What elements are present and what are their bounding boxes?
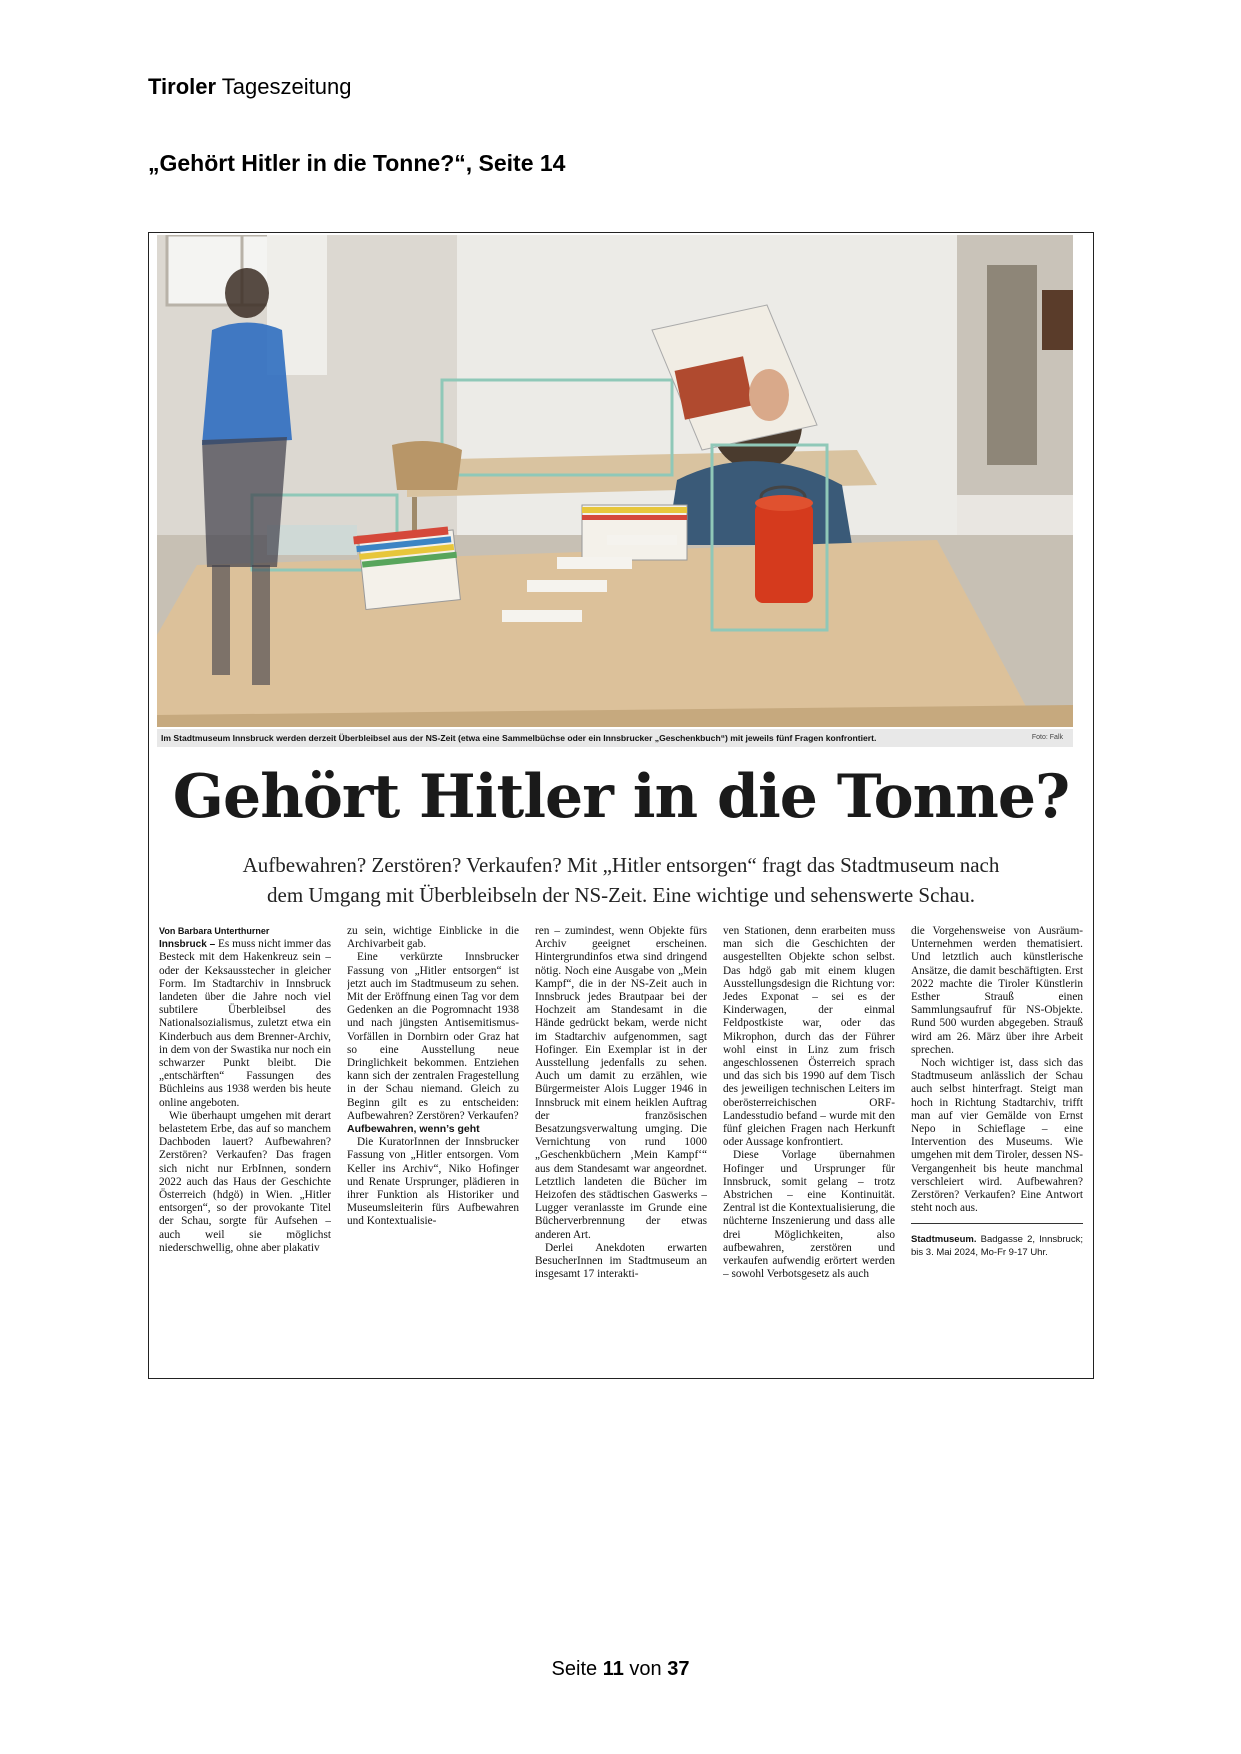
info-box-title: Stadtmuseum.: [911, 1234, 977, 1246]
article-column-3: [535, 925, 707, 1375]
article-body: [159, 925, 1083, 1375]
page-label: Seite: [551, 1658, 598, 1680]
page-footer: [0, 1658, 1241, 1681]
paragraph: [159, 938, 331, 1110]
dateline: Innsbruck –: [159, 939, 216, 951]
article-column-5: [911, 925, 1083, 1375]
page-total: 37: [667, 1658, 690, 1680]
article-column-2: [347, 925, 519, 1375]
article-subheadline: [149, 850, 1093, 910]
page-of-label: von: [629, 1658, 662, 1680]
photo-credit: Foto: Falk: [1031, 734, 1063, 741]
publication-name-bold: Tiroler: [148, 74, 217, 99]
article-subhead: Aufbewahren, wenn’s geht: [347, 1123, 480, 1136]
subheadline-line-2: dem Umgang mit Überbleibseln der NS-Zeit. Eine wichtige und sehenswerte Schau.: [267, 883, 975, 907]
paragraph: zu sein, wichtige Einblicke in die Archivarbeit gab.: [347, 925, 519, 951]
photo-caption: [157, 729, 1073, 747]
publication-name-rest: Tageszeitung: [221, 74, 352, 99]
paragraph: Diese Vorlage übernahmen Hofinger und Ursprunger für Innsbruck, somit gelang – trotz Abstrichen – eine Kontinuität. Zentral ist die Kontextualisierung, die nüchterne Inszenierung und dass alle drei Möglichkeiten, also aufbewahren, zerstören und verkaufen aufwendig erörtert werden – sowohl Verbotsgesetz als auch: [723, 1149, 895, 1281]
paragraph: Die KuratorInnen der Innsbrucker Fassung von „Hitler entsorgen. Vom Keller ins Archiv“, Niko Hofinger und Renate Ursprunger, plädieren in ihrer Funktion als Historiker und Museumsleiterin fürs Aufbewahren und Kontextualisie-: [347, 1136, 519, 1228]
paragraph: Noch wichtiger ist, dass sich das Stadtmuseum anlässlich der Schau auch selbst hinterfragt. Steigt man hoch in Richtung Stadtarchiv, trifft man auf vier Gemälde von Ernst Nepo in Schieflage – eine Intervention des Museums. Wie umgehen mit dem Tiroler, dessen NS-Vergangenheit bis heute manchmal verschleiert wird. Aufbewahren? Zerstören? Verkaufen? Eine Antwort steht noch aus.: [911, 1057, 1083, 1215]
article-column-4: [723, 925, 895, 1375]
article-headline: Gehört Hitler in die Tonne?: [172, 762, 1070, 832]
article-reference: „Gehört Hitler in die Tonne?“, Seite 14: [148, 150, 566, 176]
photo-illustration: [157, 235, 1073, 727]
info-box: [911, 1223, 1083, 1259]
paragraph: Eine verkürzte Innsbrucker Fassung von „Hitler entsorgen“ ist jetzt auch im Stadtmuseum zu sehen. Mit der Eröffnung einen Tag vor dem Gedenken an die Pogromnacht 1938 und nach jüngsten Antisemitismus-Vorfällen in Dornbirn oder Graz hat so eine Ausstellung neue Dringlichkeit bekommen. Entziehen kann sich der zentralen Fragestellung in der Schau niemand. Gleich zu Beginn gilt es zu entscheiden: Aufbewahren? Zerstören? Verkaufen?: [347, 951, 519, 1122]
paragraph: Derlei Anekdoten erwarten BesucherInnen im Stadtmuseum an insgesamt 17 interakti-: [535, 1241, 707, 1281]
publication-name: [148, 74, 351, 100]
info-box-text: Badgasse 2, Innsbruck; bis 3. Mai 2024, Mo-Fr 9-17 Uhr.: [911, 1234, 1083, 1258]
paragraph: ven Stationen, denn erarbeiten muss man sich die Geschichten der ausgestellten Objekte schon selbst. Das hdgö gab mit einem klugen Ausstellungsdesign die Richtung vor: Jedes Exponat – sei es der Kinderwagen, der einmal Feldpostkiste war, oder das Mikrophon, durch das der Führer wohl einst in Linz zum frisch angeschlossenen Österreich sprach und das sich bis 1990 auf dem Tisch des jeweiligen technischen Leiters im oberösterreichischen ORF-Landesstudio befand – wurde mit den fünf gleichen Fragen nach Herkunft oder Aussage konfrontiert.: [723, 925, 895, 1149]
paragraph: Wie überhaupt umgehen mit derart belastetem Erbe, das auf so manchem Dachboden lauert? Aufbewahren? Zerstören? Verkaufen? Das fragen sich nicht nur ErbInnen, sondern 2022 auch das Haus der Geschichte Österreich (hdgö) in Wien. „Hitler entsorgen“, so der provokante Titel der Schau, sorgte für Aufsehen – auch weil sie möglichst niederschwellig, ohne aber plakativ: [159, 1109, 331, 1254]
paragraph-text: Es muss nicht immer das Besteck mit dem Hakenkreuz sein – oder der Keksausstecher in gleicher Form. Im Stadtarchiv in Innsbruck landeten über die Jahre noch viel subtilere Überbleibsel des Nationalsozialismus, zuletzt etwa ein Kinderbuch aus dem Brenner-Archiv, in dem von der Swastika nur noch ein schwarzer Punkt bleibt. Die „entschärften“ Fassungen des Büchleins aus 1938 werden bis heute online angeboten.: [159, 938, 331, 1109]
page-number: 11: [602, 1658, 624, 1680]
article-photo: [157, 235, 1073, 727]
article-author: Von Barbara Unterthurner: [159, 926, 270, 936]
newspaper-clipping: [148, 232, 1094, 1379]
photo-caption-text: Im Stadtmuseum Innsbruck werden derzeit Überbleibsel aus der NS-Zeit (etwa eine Sammelbüchse oder ein Innsbrucker „Geschenkbuch“) mit jeweils fünf Fragen konfrontiert.: [161, 733, 877, 743]
paragraph: die Vorgehensweise von Ausräum-Unternehmen werden thematisiert. Und letztlich auch künstlerische Ansätze, die damit beschäftigten. Erst 2022 machte die Tiroler Künstlerin Esther Strauß einen Sammlungsaufruf für NS-Objekte. Rund 500 wurden abgegeben. Strauß wird am 26. März über ihre Arbeit sprechen.: [911, 925, 1083, 1056]
subheadline-line-1: Aufbewahren? Zerstören? Verkaufen? Mit „Hitler entsorgen“ fragt das Stadtmuseum nach: [242, 853, 1000, 877]
paragraph: ren – zumindest, wenn Objekte fürs Archiv geeignet erscheinen. Hintergrundinfos etwa sind dringend nötig. Noch eine Ausgabe von „Mein Kampf“, die in der NS-Zeit auch in Innsbruck jedes Brautpaar bei der Hochzeit am Standesamt in die Hände gedrückt bekam, werde nicht im Stadtarchiv aufgenommen, sagt Hofinger. Ein Exemplar ist in der Ausstellung jedenfalls zu sehen. Auch um damit zu erzählen, wie Bürgermeister Alois Lugger 1946 in Innsbruck mit einem heiklen Auftrag der französischen Besatzungsverwaltung umging. Die Vernichtung von rund 1000 „Geschenkbüchern ‚Mein Kampf‘“ aus dem Standesamt war angeordnet. Letztlich landeten die Bücher im Heizofen des städtischen Gaswerks – Lugger veranlasste im Grunde eine Bücherverbrennung der etwas anderen Art.: [535, 925, 707, 1241]
article-column-1: [159, 925, 331, 1375]
